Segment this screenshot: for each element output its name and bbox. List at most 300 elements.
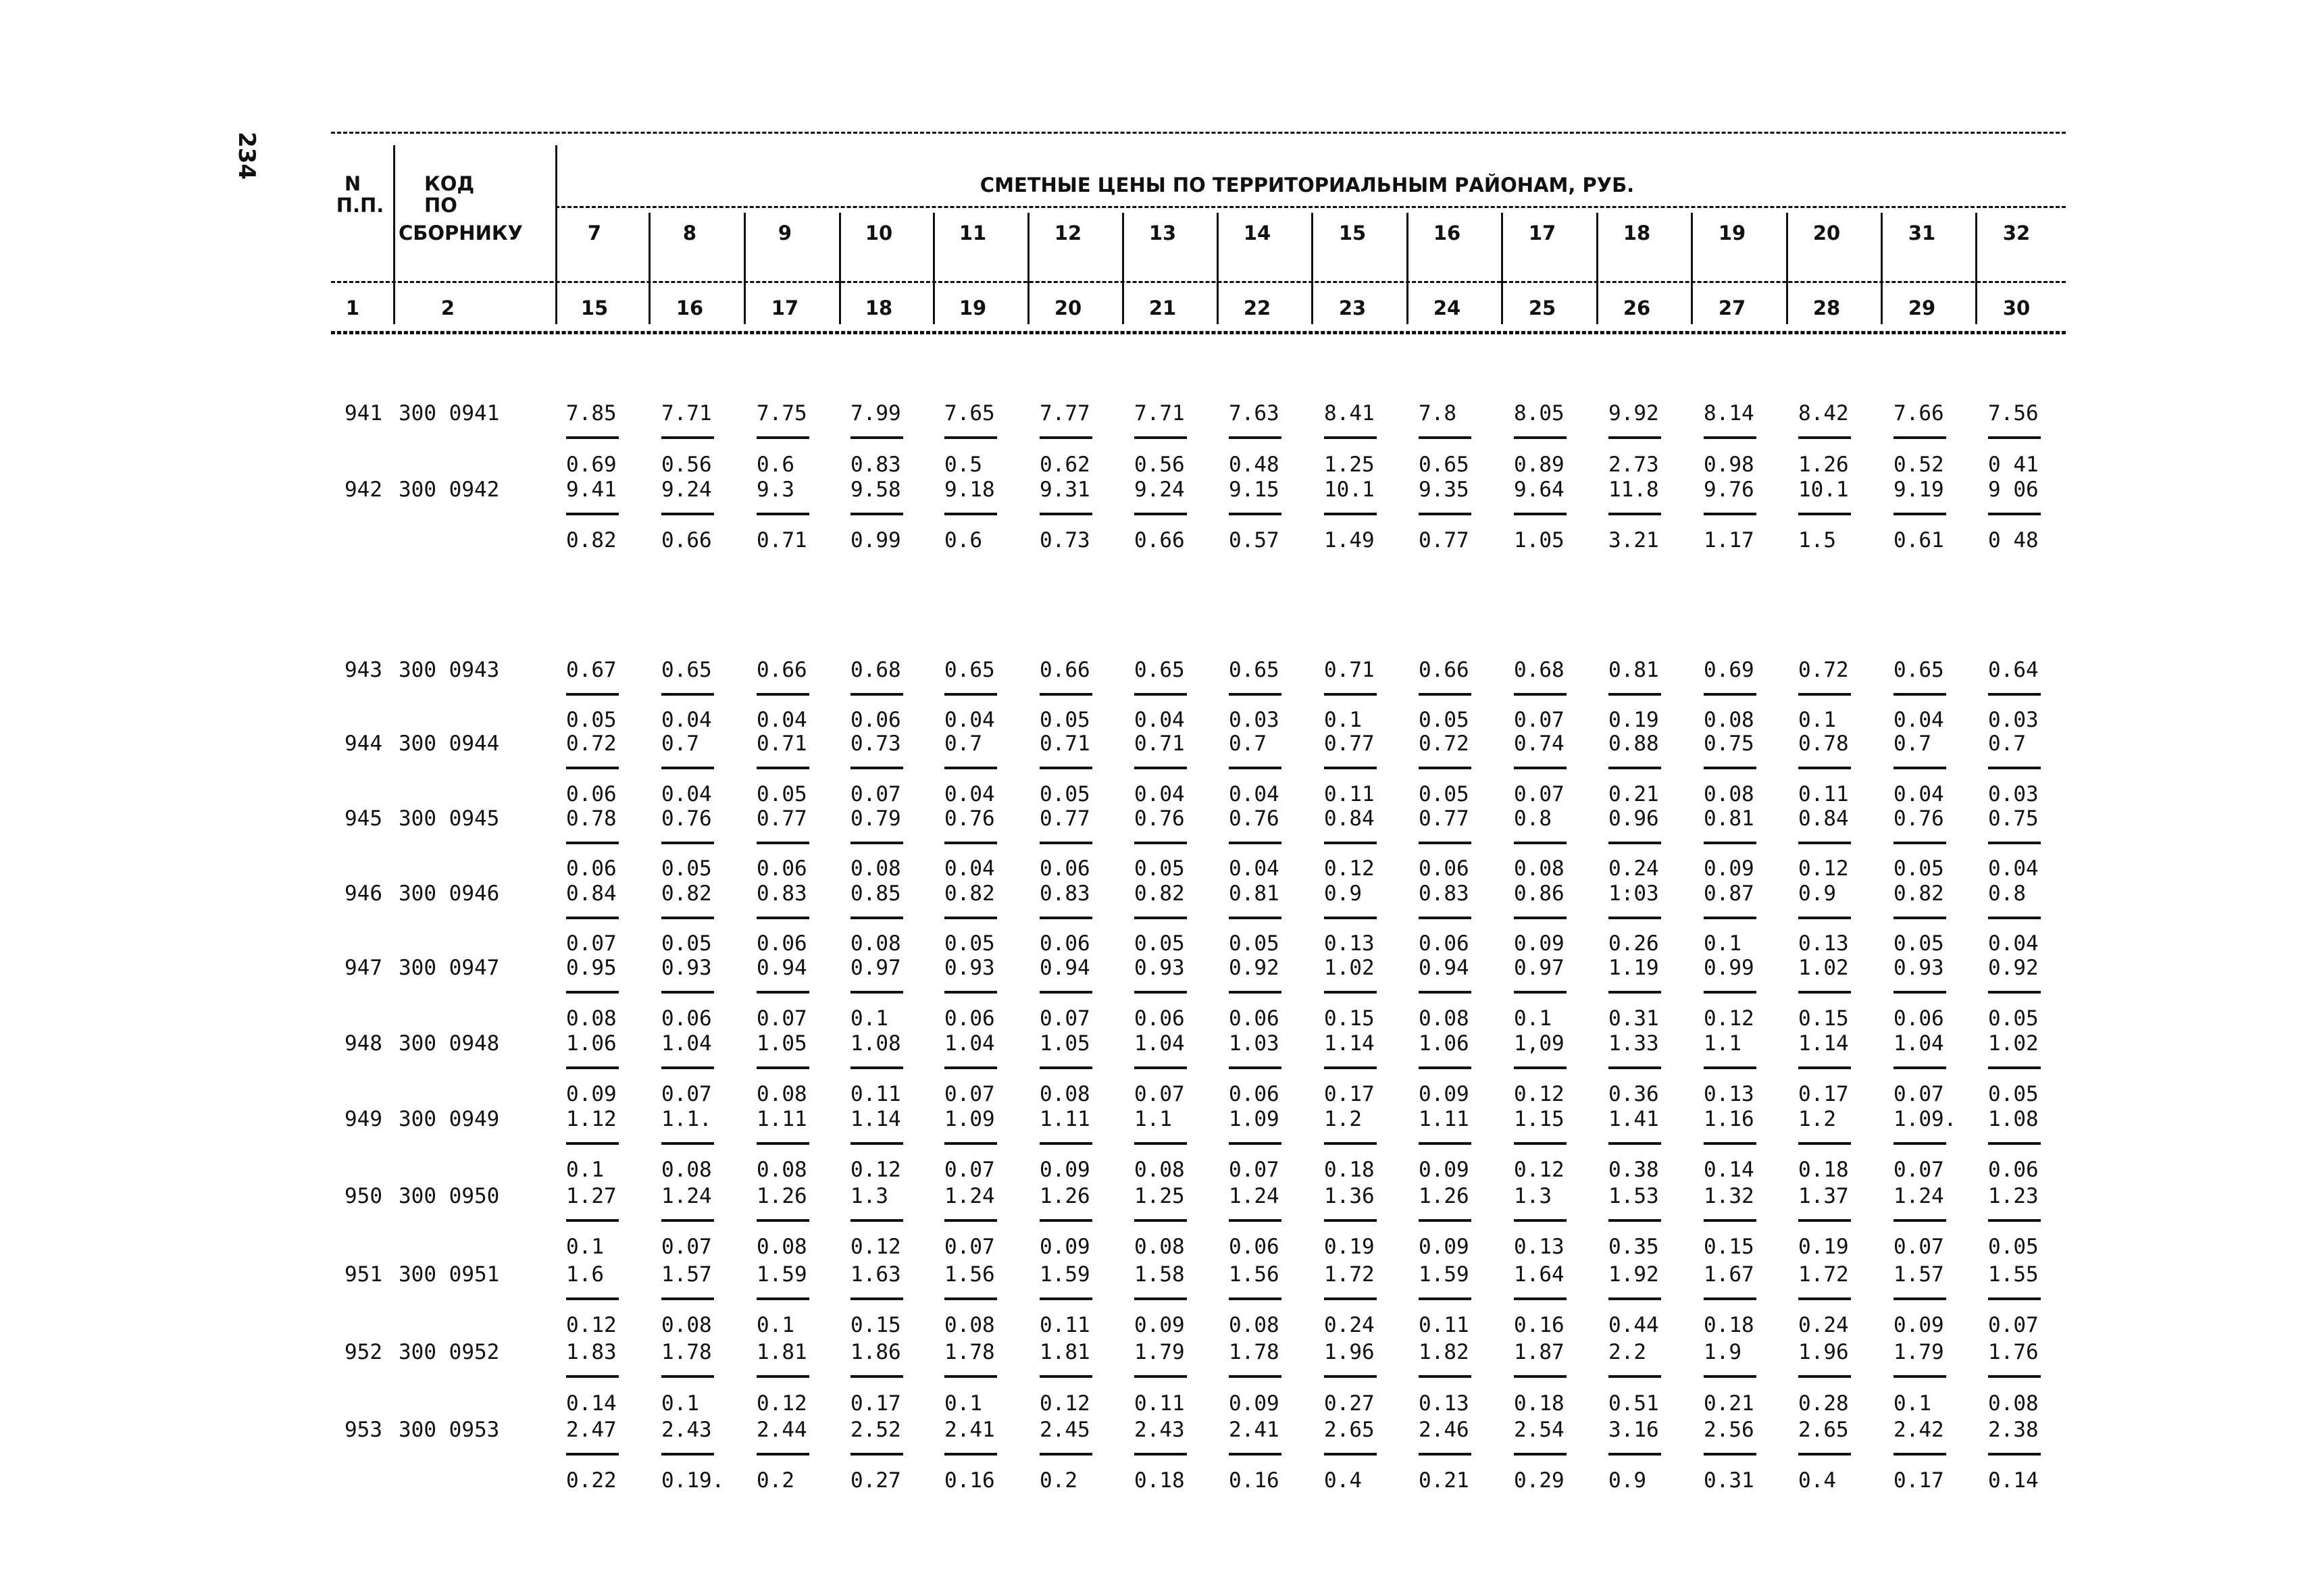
price-value-secondary: 2.73 <box>1608 453 1659 477</box>
price-value: 1.27 <box>566 1184 617 1208</box>
fraction-bar <box>1419 1066 1471 1069</box>
price-value: 1.24 <box>661 1184 712 1208</box>
price-value: 0.93 <box>1134 956 1185 980</box>
price-value: 1.41 <box>1608 1107 1659 1131</box>
price-value: 7.56 <box>1988 401 2039 426</box>
price-value-secondary: 3.21 <box>1608 528 1659 552</box>
fraction-bar <box>1608 917 1661 919</box>
price-value-secondary: 0.16 <box>944 1468 995 1493</box>
price-value-secondary: 0.1 <box>1324 708 1362 732</box>
price-value: 10.1 <box>1324 478 1375 502</box>
fraction-bar <box>757 436 809 439</box>
price-value: 8.14 <box>1704 401 1754 426</box>
price-value-secondary: 0.07 <box>1893 1235 1944 1259</box>
price-value-secondary: 0.24 <box>1608 856 1659 881</box>
fraction-bar <box>1040 1066 1092 1069</box>
fraction-bar <box>1988 1453 2041 1456</box>
header-district-number: 15 <box>1338 222 1367 244</box>
price-value: 0.7 <box>1229 731 1267 756</box>
price-value: 0.69 <box>1704 658 1754 682</box>
price-value-secondary: 0.11 <box>1798 782 1849 806</box>
header-district-number: 32 <box>2002 222 2031 244</box>
price-value-secondary: 0.24 <box>1798 1313 1849 1337</box>
price-value: 11.8 <box>1608 478 1659 502</box>
price-value-secondary: 0.06 <box>1040 856 1090 881</box>
fraction-bar <box>1324 767 1377 769</box>
fraction-bar <box>1514 991 1567 994</box>
fraction-bar <box>1324 991 1377 994</box>
fraction-bar <box>1893 1375 1946 1378</box>
price-value-secondary: 0.69 <box>566 453 617 477</box>
fraction-bar <box>1419 917 1471 919</box>
fraction-bar <box>1798 1453 1851 1456</box>
price-value: 0.71 <box>757 731 807 756</box>
row-number: 948 <box>345 1031 382 1056</box>
price-value: 1.09. <box>1893 1107 1957 1131</box>
fraction-bar <box>1514 513 1567 515</box>
header-district-number: 16 <box>1433 222 1461 244</box>
fraction-bar <box>1229 513 1281 515</box>
price-value-secondary: 0.44 <box>1608 1313 1659 1337</box>
fraction-bar <box>1514 1142 1567 1145</box>
price-value-secondary: 0.17 <box>1324 1082 1375 1106</box>
price-value: 0.82 <box>661 881 712 906</box>
price-value-secondary: 0.2 <box>1040 1468 1077 1493</box>
header-column-index: 21 <box>1148 297 1177 319</box>
price-value-secondary: 0.07 <box>944 1082 995 1106</box>
price-value-secondary: 0.06 <box>661 1006 712 1031</box>
row-number: 945 <box>345 806 382 831</box>
price-value: 2.46 <box>1419 1418 1469 1442</box>
header-column-separator <box>1596 213 1598 324</box>
price-value-secondary: 0.12 <box>566 1313 617 1337</box>
fraction-bar <box>1229 842 1281 844</box>
header-column-separator <box>1122 213 1124 324</box>
price-value-secondary: 0.05 <box>1134 931 1185 956</box>
price-value: 0.75 <box>1704 731 1754 756</box>
fraction-bar <box>1798 917 1851 919</box>
fraction-bar <box>1134 1297 1187 1300</box>
row-code: 300 0953 <box>399 1418 500 1442</box>
fraction-bar <box>661 1066 714 1069</box>
price-value: 0.82 <box>944 881 995 906</box>
price-value-secondary: 0.07 <box>566 931 617 956</box>
fraction-bar <box>1419 842 1471 844</box>
price-value-secondary: 0.62 <box>1040 453 1090 477</box>
header-num-label-2: П.П. <box>336 194 384 217</box>
header-column-separator <box>1691 213 1693 324</box>
price-value-secondary: 0.1 <box>757 1313 794 1337</box>
price-value-secondary: 0.05 <box>1134 856 1185 881</box>
price-value: 0.76 <box>1134 806 1185 831</box>
price-value: 0.66 <box>1040 658 1090 682</box>
price-value: 1.3 <box>850 1184 888 1208</box>
price-value: 7.8 <box>1419 401 1456 426</box>
price-value: 1.92 <box>1608 1262 1659 1287</box>
price-value-secondary: 0.07 <box>1893 1158 1944 1182</box>
fraction-bar <box>944 917 997 919</box>
fraction-bar <box>944 1142 997 1145</box>
fraction-bar <box>850 693 903 696</box>
price-value-secondary: 0.98 <box>1704 453 1754 477</box>
fraction-bar <box>1134 513 1187 515</box>
price-value: 0.7 <box>661 731 699 756</box>
price-value: 0.68 <box>850 658 901 682</box>
fraction-bar <box>1514 1066 1567 1069</box>
fraction-bar <box>1324 1375 1377 1378</box>
price-value: 0.75 <box>1988 806 2039 831</box>
price-value-secondary: 0.14 <box>1704 1158 1754 1182</box>
header-district-number: 8 <box>682 222 697 244</box>
fraction-bar <box>1040 513 1092 515</box>
fraction-bar <box>1040 693 1092 696</box>
price-value: 1.14 <box>850 1107 901 1131</box>
price-value-secondary: 0.1 <box>661 1391 699 1416</box>
price-value: 1.1 <box>1704 1031 1742 1056</box>
price-value-secondary: 0.82 <box>566 528 617 552</box>
fraction-bar <box>1040 1297 1092 1300</box>
price-value: 1.14 <box>1324 1031 1375 1056</box>
price-value-secondary: 0.15 <box>1704 1235 1754 1259</box>
header-code-label-3: СБОРНИКУ <box>399 222 523 244</box>
header-column-separator <box>555 145 557 324</box>
price-value-secondary: 0.07 <box>1229 1158 1279 1182</box>
price-value: 0.65 <box>1229 658 1279 682</box>
price-value-secondary: 0.38 <box>1608 1158 1659 1182</box>
fraction-bar <box>1988 991 2041 994</box>
price-value: 1.04 <box>944 1031 995 1056</box>
header-district-number: 7 <box>587 222 602 244</box>
price-value-secondary: 0.07 <box>1893 1082 1944 1106</box>
price-value-secondary: 0.17 <box>1893 1468 1944 1493</box>
fraction-bar <box>850 1219 903 1222</box>
price-value: 0.7 <box>944 731 982 756</box>
price-value: 0.83 <box>1040 881 1090 906</box>
price-value-secondary: 0.14 <box>1988 1468 2039 1493</box>
price-value-secondary: 1.25 <box>1324 453 1375 477</box>
price-value-secondary: 0.08 <box>566 1006 617 1031</box>
price-value-secondary: 0.36 <box>1608 1082 1659 1106</box>
price-value-secondary: 0.18 <box>1134 1468 1185 1493</box>
price-value: 7.63 <box>1229 401 1279 426</box>
price-value: 8.41 <box>1324 401 1375 426</box>
price-value-secondary: 0.26 <box>1608 931 1659 956</box>
price-value-secondary: 0.06 <box>1988 1158 2039 1182</box>
price-value-secondary: 0.08 <box>850 856 901 881</box>
price-value-secondary: 0.08 <box>1704 782 1754 806</box>
fraction-bar <box>1798 991 1851 994</box>
price-value-secondary: 0.04 <box>661 782 712 806</box>
price-value: 2.56 <box>1704 1418 1754 1442</box>
fraction-bar <box>661 1142 714 1145</box>
price-value-secondary: 0.11 <box>1419 1313 1469 1337</box>
price-value: 1.02 <box>1324 956 1375 980</box>
price-value: 0.76 <box>1893 806 1944 831</box>
fraction-bar <box>1514 1453 1567 1456</box>
price-value: 1.02 <box>1798 956 1849 980</box>
fraction-bar <box>1893 693 1946 696</box>
fraction-bar <box>566 1142 619 1145</box>
price-value-secondary: 0.08 <box>1988 1391 2039 1416</box>
price-value-secondary: 0.07 <box>1134 1082 1185 1106</box>
price-value-secondary: 0.15 <box>1798 1006 1849 1031</box>
price-value: 7.65 <box>944 401 995 426</box>
row-number: 943 <box>345 658 382 682</box>
price-value: 0.8 <box>1988 881 2026 906</box>
price-value-secondary: 0.05 <box>1419 708 1469 732</box>
price-value-secondary: 0.18 <box>1798 1158 1849 1182</box>
price-value-secondary: 0.1 <box>1514 1006 1552 1031</box>
header-district-number: 12 <box>1054 222 1082 244</box>
price-value-secondary: 0.66 <box>661 528 712 552</box>
price-value-secondary: 0.18 <box>1514 1391 1565 1416</box>
price-value: 0.68 <box>1514 658 1565 682</box>
price-value: 2.54 <box>1514 1418 1565 1442</box>
fraction-bar <box>1798 1219 1851 1222</box>
price-value-secondary: 0.04 <box>1988 856 2039 881</box>
fraction-bar <box>1229 991 1281 994</box>
row-number: 953 <box>345 1418 382 1442</box>
fraction-bar <box>661 513 714 515</box>
price-value: 0.76 <box>1229 806 1279 831</box>
price-value-secondary: 0.99 <box>850 528 901 552</box>
fraction-bar <box>566 1297 619 1300</box>
row-number: 952 <box>345 1340 382 1364</box>
price-value-secondary: 0.09 <box>1040 1158 1090 1182</box>
price-value: 1.25 <box>1134 1184 1185 1208</box>
price-value-secondary: 0.9 <box>1608 1468 1646 1493</box>
fraction-bar <box>1419 767 1471 769</box>
price-value-secondary: 0.06 <box>1229 1235 1279 1259</box>
header-column-separator <box>1501 213 1503 324</box>
row-code: 300 0942 <box>399 478 500 502</box>
price-value: 0.97 <box>850 956 901 980</box>
price-value: 0.72 <box>1798 658 1849 682</box>
price-value: 1.58 <box>1134 1262 1185 1287</box>
fraction-bar <box>1419 1375 1471 1378</box>
price-value-secondary: 0.05 <box>661 856 712 881</box>
price-value-secondary: 0.27 <box>850 1468 901 1493</box>
row-code: 300 0951 <box>399 1262 500 1287</box>
header-rule <box>555 206 2066 208</box>
price-value-secondary: 0.08 <box>1134 1158 1185 1182</box>
price-value-secondary: 0.12 <box>1798 856 1849 881</box>
price-value: 9.92 <box>1608 401 1659 426</box>
fraction-bar <box>850 917 903 919</box>
header-index-num: 1 <box>345 297 360 319</box>
fraction-bar <box>661 693 714 696</box>
price-value-secondary: 0.21 <box>1704 1391 1754 1416</box>
price-value: 1.96 <box>1798 1340 1849 1364</box>
fraction-bar <box>1988 842 2041 844</box>
price-value: 7.71 <box>1134 401 1185 426</box>
fraction-bar <box>1514 1375 1567 1378</box>
row-number: 941 <box>345 401 382 426</box>
price-value: 1.2 <box>1798 1107 1836 1131</box>
header-column-index: 15 <box>580 297 609 319</box>
price-value: 0.93 <box>661 956 712 980</box>
price-value-secondary: 0.1 <box>1798 708 1836 732</box>
fraction-bar <box>1514 917 1567 919</box>
price-value-secondary: 0.09 <box>1419 1235 1469 1259</box>
price-value: 0.85 <box>850 881 901 906</box>
price-value-secondary: 0.1 <box>850 1006 888 1031</box>
fraction-bar <box>566 436 619 439</box>
price-value-secondary: 0.13 <box>1704 1082 1754 1106</box>
fraction-bar <box>1704 1375 1756 1378</box>
price-value: 0.71 <box>1324 658 1375 682</box>
fraction-bar <box>1893 917 1946 919</box>
fraction-bar <box>757 1297 809 1300</box>
header-index-code: 2 <box>440 297 455 319</box>
price-value: 0.65 <box>1893 658 1944 682</box>
price-value: 2.47 <box>566 1418 617 1442</box>
price-value: 0.82 <box>1134 881 1185 906</box>
fraction-bar <box>661 991 714 994</box>
price-value: 0.78 <box>566 806 617 831</box>
price-value-secondary: 0.04 <box>1134 782 1185 806</box>
fraction-bar <box>1608 991 1661 994</box>
price-value-secondary: 0.52 <box>1893 453 1944 477</box>
price-value: 1.03 <box>1229 1031 1279 1056</box>
price-value: 0.66 <box>1419 658 1469 682</box>
price-value-secondary: 1.26 <box>1798 453 1849 477</box>
price-value-secondary: 0.03 <box>1988 782 2039 806</box>
fraction-bar <box>850 513 903 515</box>
price-value-secondary: 0.71 <box>757 528 807 552</box>
header-district-number: 17 <box>1528 222 1556 244</box>
fraction-bar <box>944 693 997 696</box>
price-value: 1.37 <box>1798 1184 1849 1208</box>
fraction-bar <box>1514 1297 1567 1300</box>
price-value-secondary: 0.05 <box>1040 782 1090 806</box>
price-value-secondary: 0.18 <box>1704 1313 1754 1337</box>
fraction-bar <box>1324 1066 1377 1069</box>
price-value: 1.83 <box>566 1340 617 1364</box>
fraction-bar <box>1134 693 1187 696</box>
fraction-bar <box>1988 1142 2041 1145</box>
price-value-secondary: 0.31 <box>1704 1468 1754 1493</box>
fraction-bar <box>1893 436 1946 439</box>
price-value: 1.2 <box>1324 1107 1362 1131</box>
price-value: 0.76 <box>661 806 712 831</box>
price-value: 1.79 <box>1893 1340 1944 1364</box>
header-main-title: СМЕТНЫЕ ЦЕНЫ ПО ТЕРРИТОРИАЛЬНЫМ РАЙОНАМ, РУБ. <box>980 174 1635 197</box>
price-value: 0.74 <box>1514 731 1565 756</box>
price-value: 2.65 <box>1798 1418 1849 1442</box>
price-value: 9.24 <box>661 478 712 502</box>
price-value-secondary: 0.66 <box>1134 528 1185 552</box>
price-value-secondary: 0.15 <box>1324 1006 1375 1031</box>
price-value-secondary: 0.05 <box>661 931 712 956</box>
fraction-bar <box>566 693 619 696</box>
fraction-bar <box>661 1375 714 1378</box>
price-value: 0.94 <box>1040 956 1090 980</box>
price-value: 1.04 <box>1134 1031 1185 1056</box>
fraction-bar <box>1040 917 1092 919</box>
price-value: 1.33 <box>1608 1031 1659 1056</box>
price-value: 0.83 <box>757 881 807 906</box>
price-value: 1.79 <box>1134 1340 1185 1364</box>
price-value-secondary: 0.06 <box>850 708 901 732</box>
header-district-number: 20 <box>1812 222 1841 244</box>
price-value: 0.83 <box>1419 881 1469 906</box>
price-value: 1.96 <box>1324 1340 1375 1364</box>
price-value: 1.06 <box>1419 1031 1469 1056</box>
price-value-secondary: 0.06 <box>757 856 807 881</box>
price-value: 1.08 <box>850 1031 901 1056</box>
price-value: 10.1 <box>1798 478 1849 502</box>
price-value: 2.45 <box>1040 1418 1090 1442</box>
fraction-bar <box>1798 1375 1851 1378</box>
price-value-secondary: 0.12 <box>850 1158 901 1182</box>
price-value: 1.67 <box>1704 1262 1754 1287</box>
price-value: 1.32 <box>1704 1184 1754 1208</box>
price-value-secondary: 0.17 <box>1798 1082 1849 1106</box>
fraction-bar <box>1324 917 1377 919</box>
header-column-index: 23 <box>1338 297 1367 319</box>
price-value: 1.64 <box>1514 1262 1565 1287</box>
price-value-secondary: 0.19 <box>1324 1235 1375 1259</box>
price-value-secondary: 0.06 <box>1419 931 1469 956</box>
header-column-separator <box>1217 213 1219 324</box>
fraction-bar <box>661 1297 714 1300</box>
fraction-bar <box>1704 436 1756 439</box>
row-number: 949 <box>345 1107 382 1131</box>
price-value: 0.65 <box>944 658 995 682</box>
row-code: 300 0946 <box>399 881 500 906</box>
price-value-secondary: 0.12 <box>1324 856 1375 881</box>
fraction-bar <box>1893 1219 1946 1222</box>
price-value: 1.3 <box>1514 1184 1552 1208</box>
price-value-secondary: 0.12 <box>1040 1391 1090 1416</box>
price-value: 2.43 <box>661 1418 712 1442</box>
price-value-secondary: 0.4 <box>1324 1468 1362 1493</box>
price-value: 1.53 <box>1608 1184 1659 1208</box>
price-value: 3.16 <box>1608 1418 1659 1442</box>
price-value-secondary: 0.89 <box>1514 453 1565 477</box>
price-value-secondary: 0.21 <box>1608 782 1659 806</box>
fraction-bar <box>566 1375 619 1378</box>
price-value: 9.24 <box>1134 478 1185 502</box>
price-value: 1.11 <box>757 1107 807 1131</box>
price-value: 0.82 <box>1893 881 1944 906</box>
price-value-secondary: 0.08 <box>1134 1235 1185 1259</box>
fraction-bar <box>1229 1066 1281 1069</box>
price-value-secondary: 0.22 <box>566 1468 617 1493</box>
price-value-secondary: 0.08 <box>1514 856 1565 881</box>
fraction-bar <box>1798 1297 1851 1300</box>
fraction-bar <box>757 513 809 515</box>
fraction-bar <box>661 842 714 844</box>
price-value-secondary: 0.07 <box>1514 782 1565 806</box>
price-value: 0.8 <box>1514 806 1552 831</box>
price-value-secondary: 0 48 <box>1988 528 2039 552</box>
price-value: 1.16 <box>1704 1107 1754 1131</box>
price-value-secondary: 0.1 <box>566 1235 604 1259</box>
fraction-bar <box>1134 767 1187 769</box>
header-column-separator <box>1027 213 1030 324</box>
header-district-number: 13 <box>1148 222 1177 244</box>
price-value-secondary: 0.08 <box>850 931 901 956</box>
fraction-bar <box>1704 1453 1756 1456</box>
price-value: 0.93 <box>944 956 995 980</box>
header-column-index: 22 <box>1243 297 1271 319</box>
price-value: 1.06 <box>566 1031 617 1056</box>
fraction-bar <box>1229 767 1281 769</box>
price-value-secondary: 0.1 <box>1704 931 1742 956</box>
price-value: 0.86 <box>1514 881 1565 906</box>
